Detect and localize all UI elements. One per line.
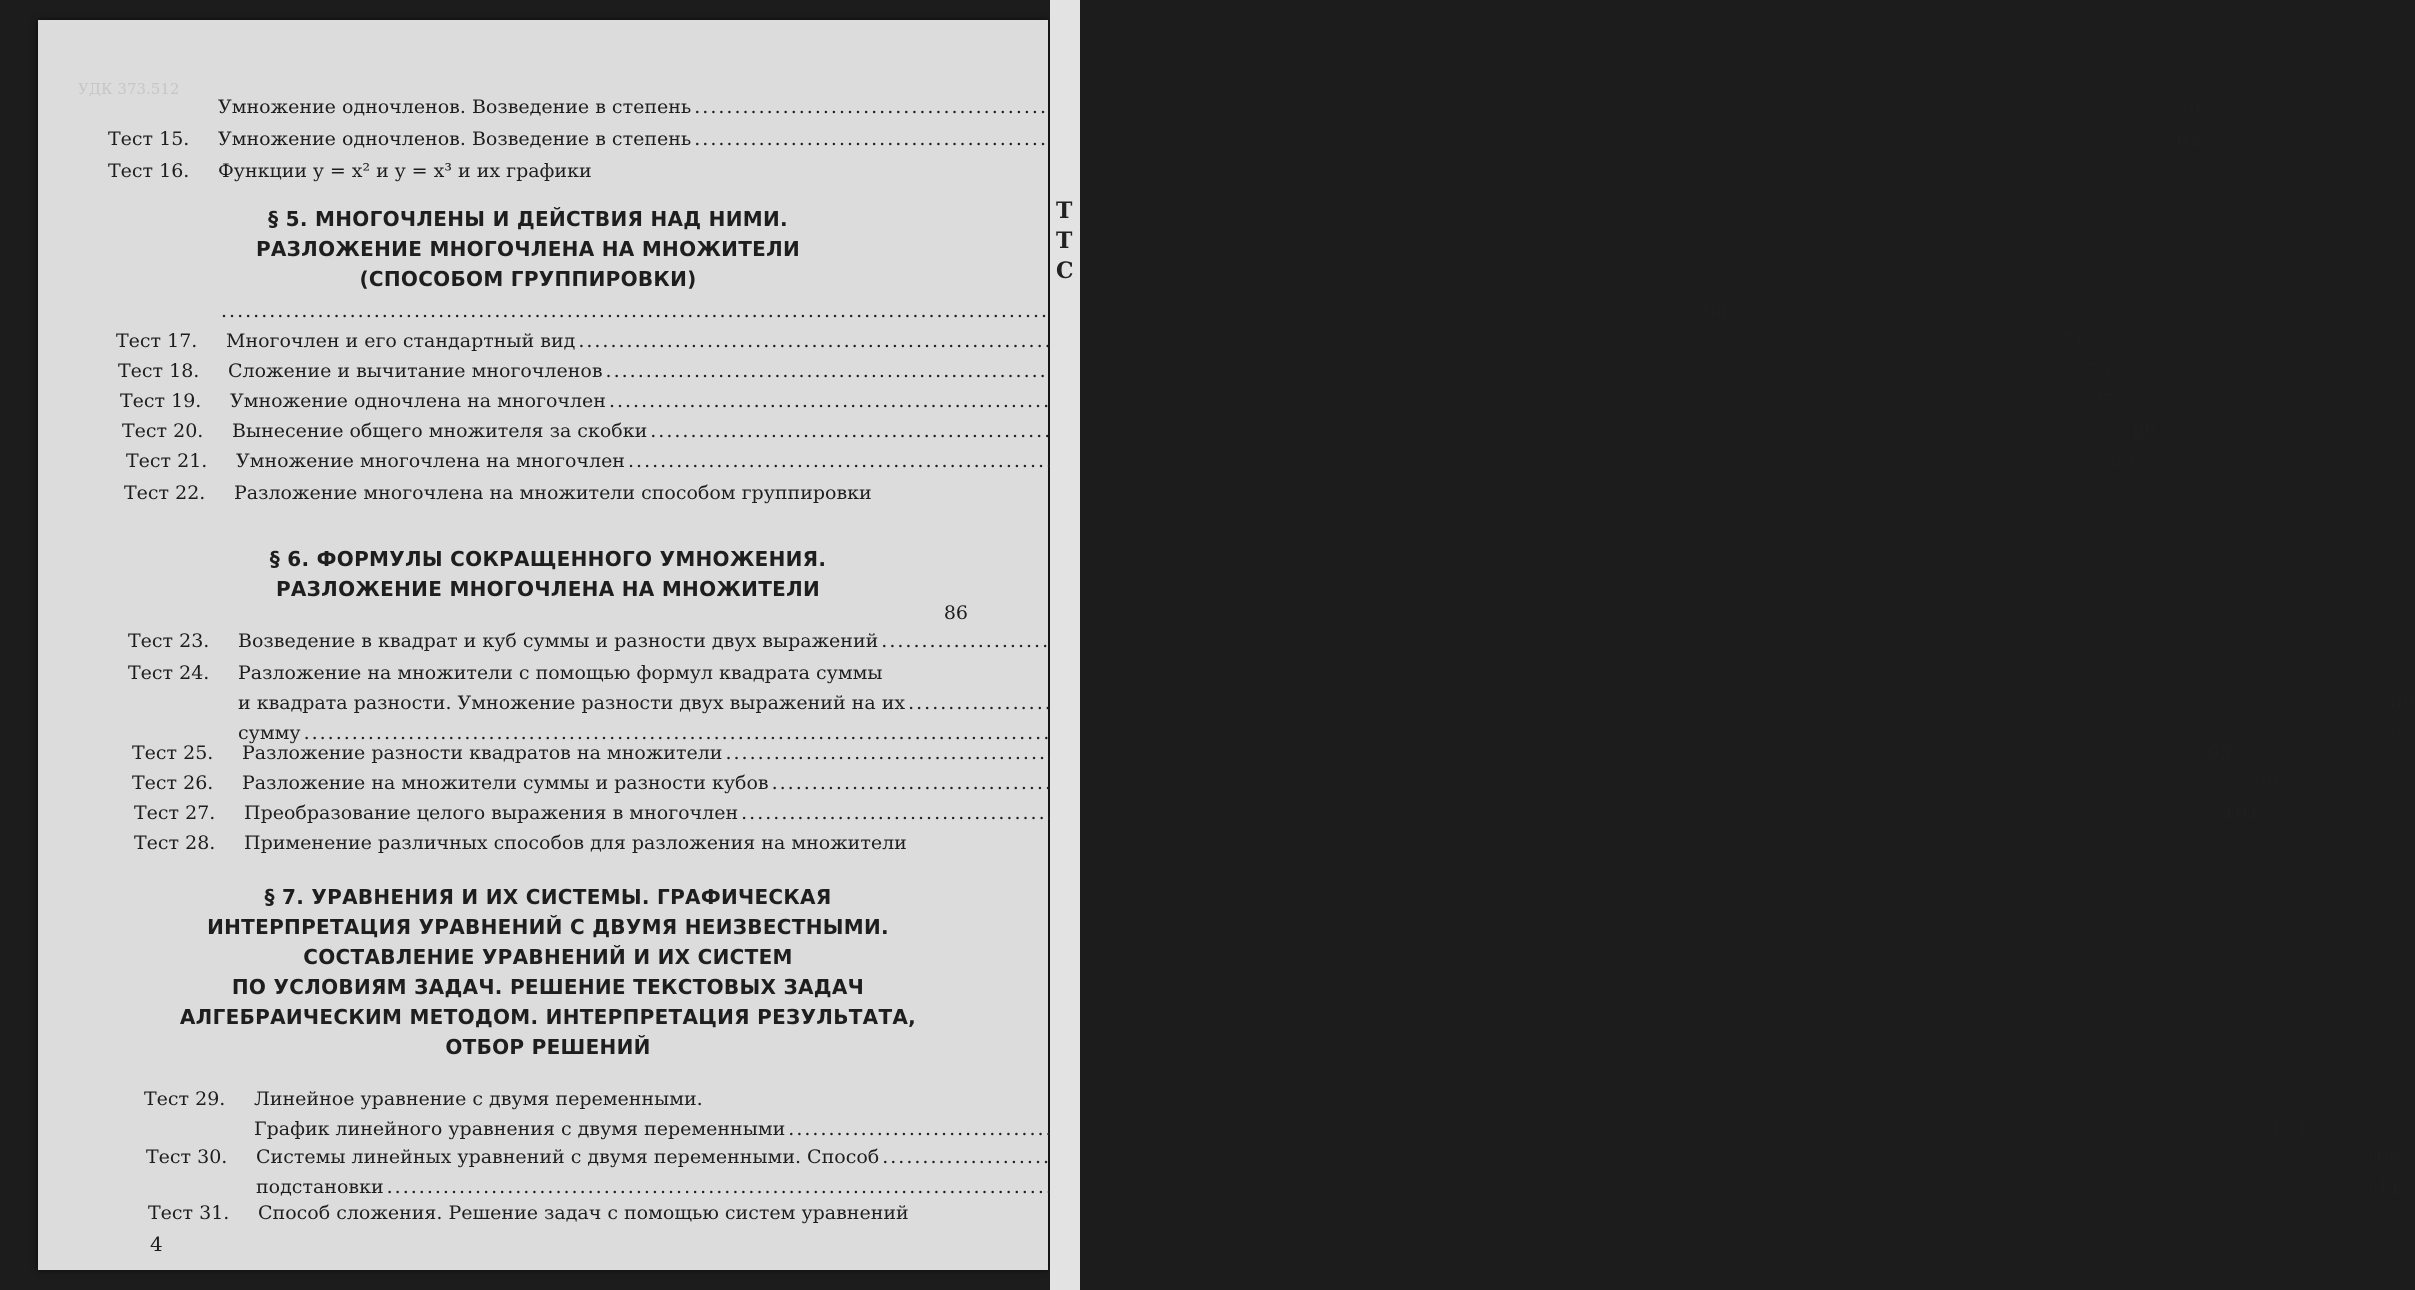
entry-page: 59	[2176, 96, 2201, 118]
section-heading: § 5. МНОГОЧЛЕНЫ И ДЕЙСТВИЯ НАД НИМИ. РАЗЛОЖЕНИЕ МНОГОЧЛЕНА НА МНОЖИТЕЛИ (СПОСОБОМ ГРУППИРОВКИ)	[255, 207, 801, 291]
entry-title: Преобразование целого выражения в многочлен	[244, 802, 739, 824]
toc-entry[interactable]	[144, 1084, 2307, 1144]
edge-letter: Т	[1056, 228, 1073, 254]
entry-title-line: подстановки	[256, 1176, 384, 1198]
toc-entry[interactable]	[116, 326, 2085, 356]
entry-number: Тест 21.	[126, 450, 208, 472]
bleed-through-text: УДК 373.512	[78, 80, 180, 98]
entry-title: Разложение разности квадратов на множители	[242, 742, 723, 764]
entry-number: Тест 22.	[124, 482, 206, 504]
entry-page: 92	[2390, 722, 2415, 744]
entry-page: 108	[2364, 1146, 2401, 1168]
entry-number: Тест 28.	[134, 832, 216, 854]
entry-title: Возведение в квадрат и куб суммы и разности двух выражений	[238, 630, 879, 652]
entry-number: Тест 20.	[122, 420, 204, 442]
entry-number: Тест 19.	[120, 390, 202, 412]
section-page-row	[238, 598, 968, 628]
entry-title-line: График линейного уравнения с двумя переменными	[254, 1118, 786, 1140]
toc-entry[interactable]	[126, 446, 2135, 476]
entry-page: 80	[2132, 420, 2157, 442]
adjacent-page-edge	[1050, 0, 1080, 1290]
section-page: 86	[943, 602, 968, 624]
document-page	[38, 20, 2415, 1270]
entry-title-line: Разложение на множители с помощью формул квадрата суммы	[238, 662, 883, 684]
entry-title: Разложение на множители суммы и разности кубов	[242, 772, 769, 794]
entry-title: Функции y = x² и y = x³ и их графики	[218, 160, 592, 182]
edge-letter: С	[1056, 258, 1074, 284]
entry-page: 62	[2176, 128, 2201, 150]
entry-title-line: и квадрата разности. Умножение разности двух выражений на их	[238, 692, 906, 714]
entry-number: Тест 29.	[144, 1088, 226, 1110]
entry-title-line: Линейное уравнение с двумя переменными.	[254, 1088, 703, 1110]
toc-entry[interactable]	[108, 124, 2201, 154]
toc-entry[interactable]	[118, 356, 2112, 386]
entry-page: 74	[2087, 360, 2112, 382]
toc-entry[interactable]	[124, 478, 966, 508]
section-heading: § 6. ФОРМУЛЫ СОКРАЩЕННОГО УМНОЖЕНИЯ. РАЗЛОЖЕНИЕ МНОГОЧЛЕНА НА МНОЖИТЕЛИ	[269, 547, 827, 601]
entry-title-line: сумму	[238, 722, 301, 744]
toc-entry[interactable]	[146, 1142, 2401, 1202]
entry-number: Тест 23.	[128, 630, 210, 652]
entry-number: Тест 17.	[116, 330, 198, 352]
section-page-row	[218, 296, 1728, 326]
toc-entry[interactable]	[120, 386, 2116, 416]
entry-title-line: Системы линейных уравнений с двумя переменными. Способ	[256, 1146, 880, 1168]
toc-entry[interactable]	[134, 798, 2260, 828]
entry-page: 71	[2060, 330, 2085, 352]
section-page: 68	[1703, 300, 1728, 322]
table-of-contents	[38, 20, 2415, 1270]
toc-entry[interactable]	[128, 658, 2415, 748]
entry-page: 104	[2270, 1118, 2307, 1140]
toc-entry[interactable]	[128, 626, 970, 656]
toc-entry[interactable]	[134, 828, 974, 858]
entry-title: Многочлен и его стандартный вид	[226, 330, 576, 352]
entry-title: Сложение и вычитание многочленов	[228, 360, 603, 382]
toc-entry[interactable]	[132, 738, 2232, 768]
entry-number: Тест 25.	[132, 742, 214, 764]
entry-page: 83	[2110, 450, 2135, 472]
entry-title: Способ сложения. Решение задач с помощью систем уравнений	[258, 1202, 909, 1224]
entry-page: 77	[2091, 390, 2116, 412]
toc-entry[interactable]	[108, 156, 948, 186]
toc-entry[interactable]	[132, 768, 2279, 798]
entry-page: 111	[2364, 1176, 2401, 1198]
entry-page: 101	[2223, 802, 2260, 824]
entry-page: 89	[2390, 692, 2415, 714]
entry-title: Умножение одночленов. Возведение в степень	[218, 96, 692, 118]
entry-title: Применение различных способов для разложения на множители	[244, 832, 907, 854]
entry-page: 95	[2207, 742, 2232, 764]
entry-number: Тест 18.	[118, 360, 200, 382]
entry-number: Тест 26.	[132, 772, 214, 794]
entry-number: Тест 30.	[146, 1146, 228, 1168]
entry-title: Умножение одночлена на многочлен	[230, 390, 606, 412]
entry-page: 98	[2253, 772, 2279, 794]
entry-title: Умножение одночленов. Возведение в степень	[218, 128, 692, 150]
section-heading: § 7. УРАВНЕНИЯ И ИХ СИСТЕМЫ. ГРАФИЧЕСКАЯ ИНТЕРПРЕТАЦИЯ УРАВНЕНИЙ С ДВУМЯ НЕИЗВЕСТНЫМИ. СОСТАВЛЕНИЕ УРАВНЕНИЙ И ИХ СИСТЕМ ПО УСЛОВИЯМ ЗАДАЧ. РЕШЕНИЕ ТЕКСТОВЫХ ЗАДАЧ АЛГЕБРАИЧЕСКИМ МЕТОДОМ. ИНТЕРПРЕТАЦИЯ РЕЗУЛЬТАТА, ОТБОР РЕШЕНИЙ	[179, 885, 917, 1059]
entry-title: Разложение многочлена на множители способом группировки	[234, 482, 872, 504]
toc-entry[interactable]	[122, 416, 2157, 446]
toc-entry[interactable]	[218, 92, 2201, 122]
edge-letter: Т	[1056, 198, 1073, 224]
entry-number: Тест 24.	[128, 662, 210, 684]
entry-number: Тест 15.	[108, 128, 190, 150]
entry-number: Тест 27.	[134, 802, 216, 824]
toc-entry[interactable]	[148, 1198, 992, 1228]
entry-number: Тест 16.	[108, 160, 190, 182]
entry-title: Вынесение общего множителя за скобки	[232, 420, 648, 442]
entry-title: Умножение многочлена на многочлен	[236, 450, 625, 472]
entry-number: Тест 31.	[148, 1202, 230, 1224]
page-number: 4	[150, 1232, 163, 1256]
